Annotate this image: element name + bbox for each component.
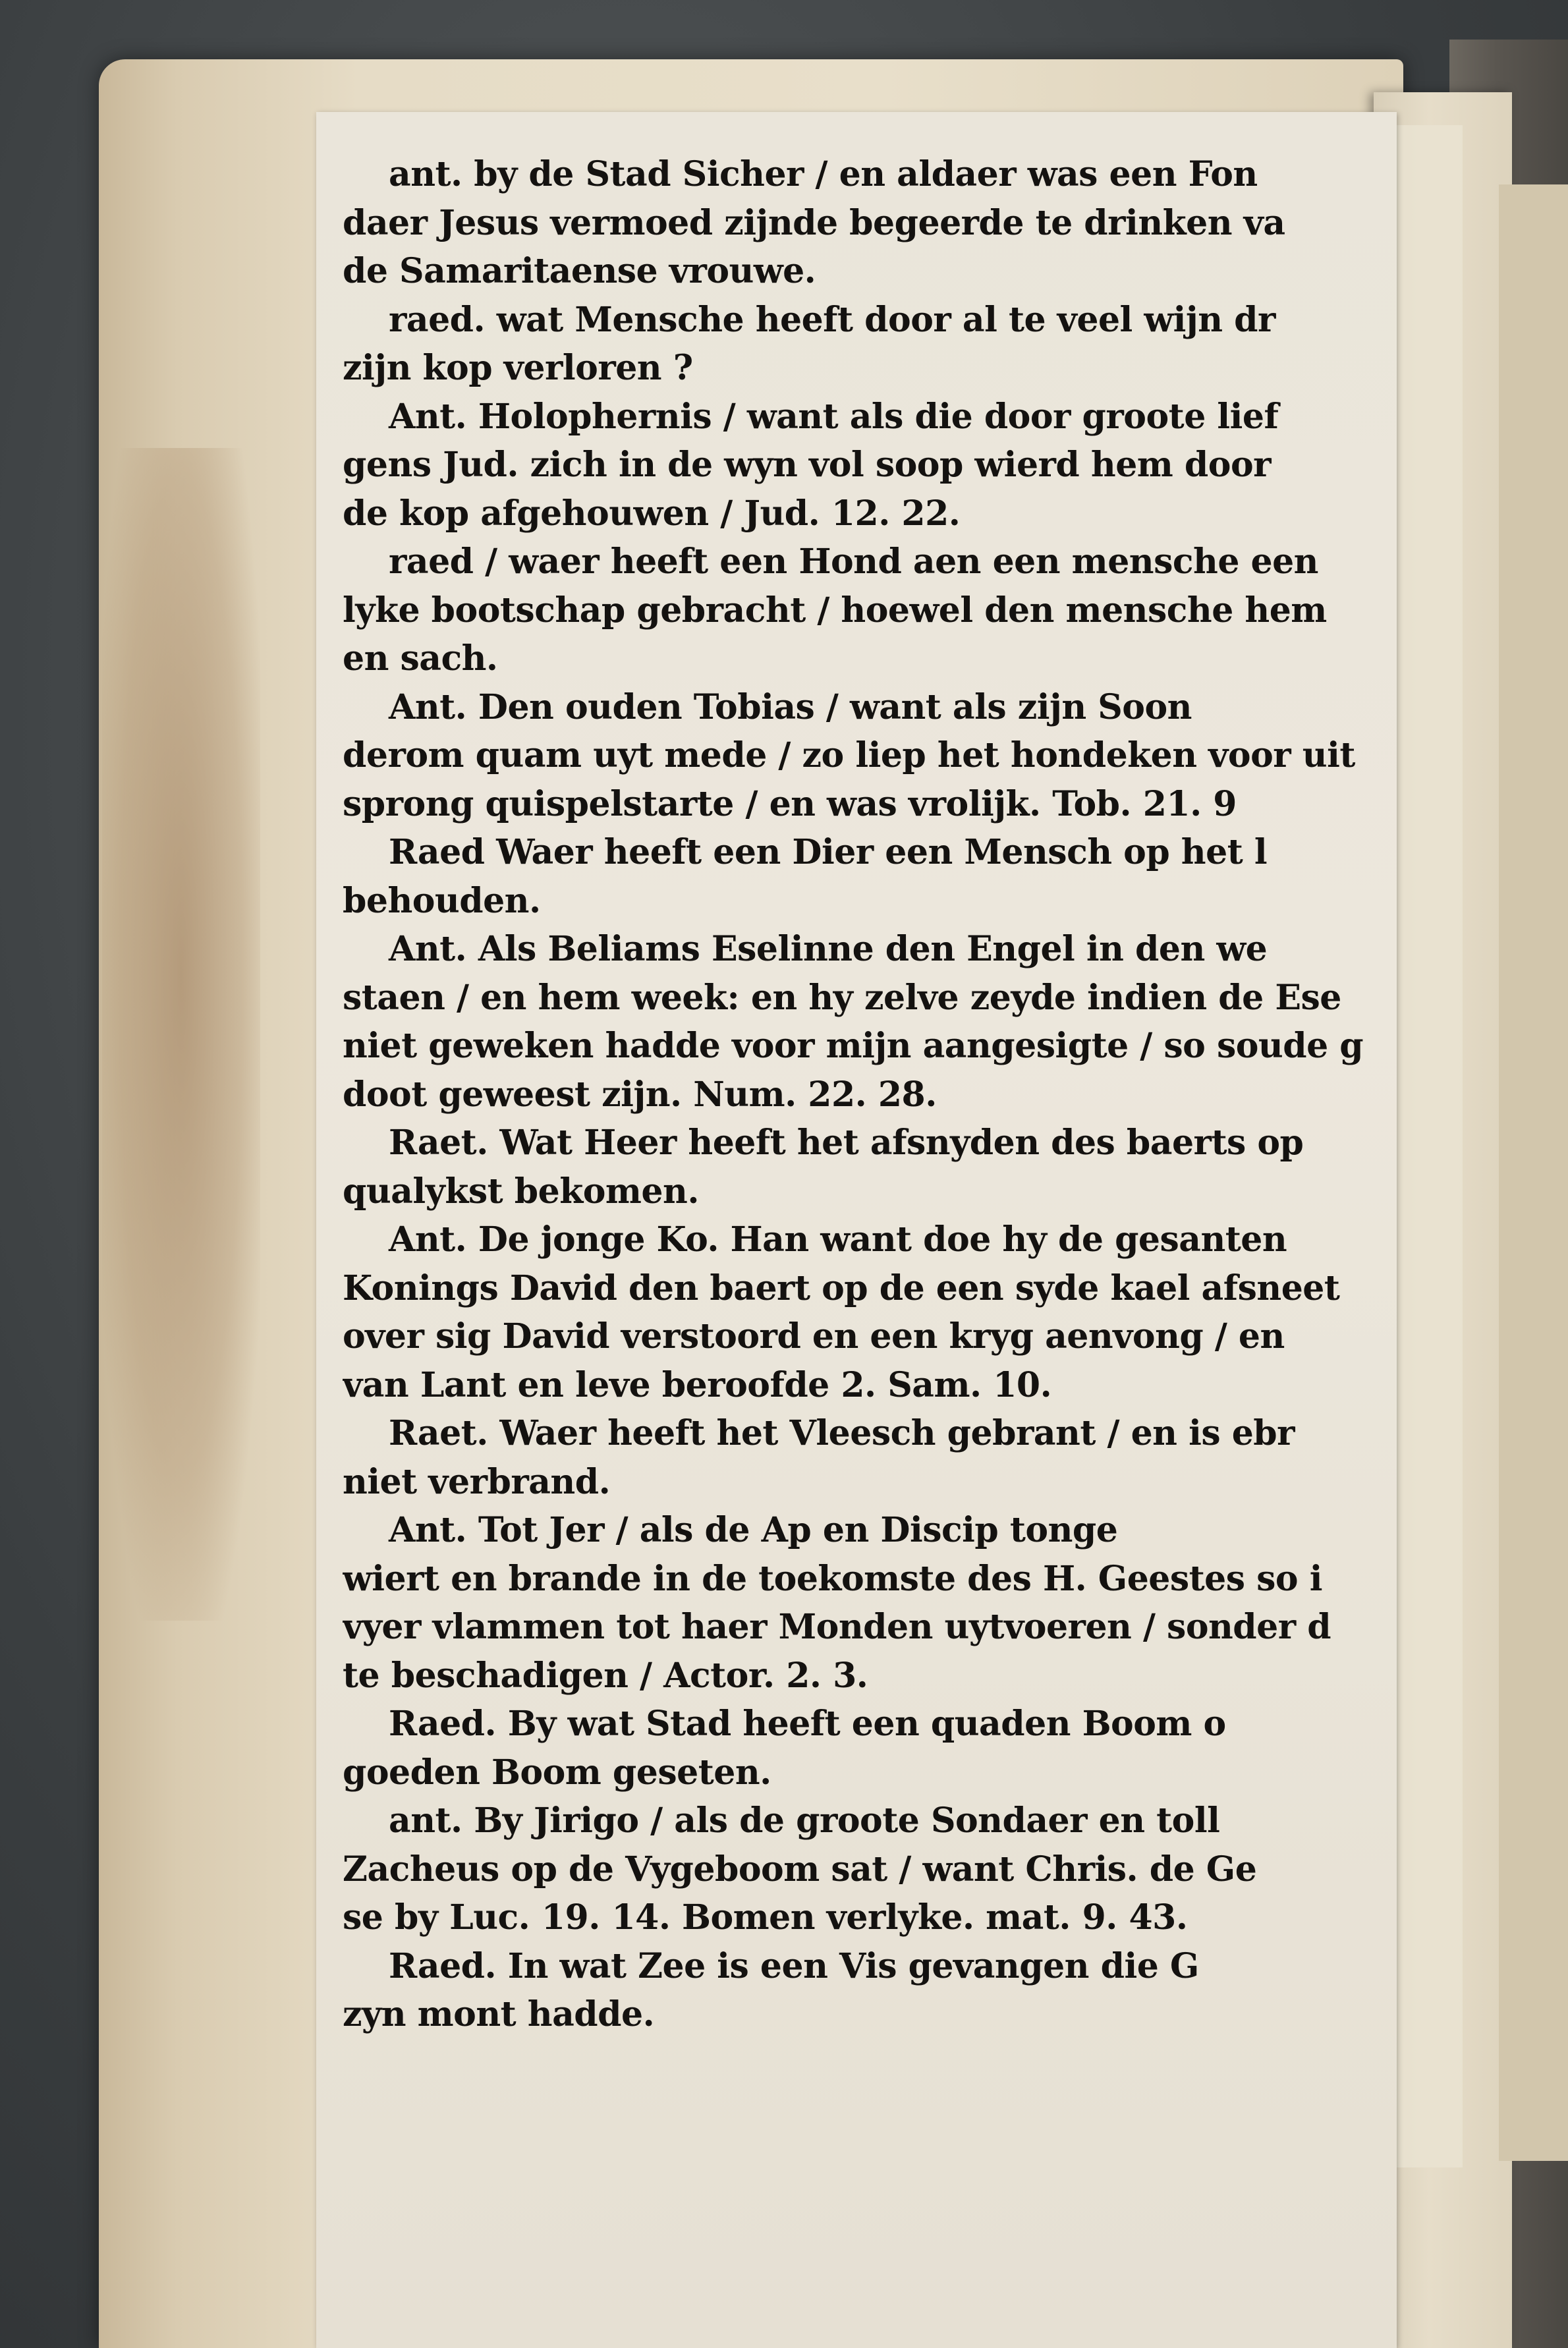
text-line: Konings David den baert op de een syde kael afsneet <box>343 1268 1340 1308</box>
text-line: staen / en hem week: en hy zelve zeyde indien de Ese <box>343 977 1341 1018</box>
text-line: wiert en brande in de toekomste des H. Geestes so i <box>343 1558 1322 1599</box>
text-line: Raed Waer heeft een Dier een Mensch op het l <box>389 832 1268 872</box>
text-line: behouden. <box>343 880 541 921</box>
text-line: niet verbrand. <box>343 1461 611 1502</box>
text-line: se by Luc. 19. 14. Bomen verlyke. mat. 9. 43. <box>343 1897 1188 1938</box>
text-line: Ant. Als Beliams Eselinne den Engel in den we <box>389 929 1268 969</box>
text-line: Raet. Waer heeft het Vleesch gebrant / en is ebr <box>389 1413 1295 1453</box>
text-line: Ant. Den ouden Tobias / want als zijn Soon <box>389 686 1192 727</box>
page-text <box>343 150 1384 2039</box>
text-line: en sach. <box>343 638 498 679</box>
text-line: de Samaritaense vrouwe. <box>343 251 816 291</box>
text-line: Ant. Holophernis / want als die door groote lief <box>389 396 1279 437</box>
text-line: over sig David verstoord en een kryg aenvong / en <box>343 1316 1285 1356</box>
text-line: zijn kop verloren ? <box>343 348 693 388</box>
text-line: goeden Boom geseten. <box>343 1752 771 1793</box>
text-line: lyke bootschap gebracht / hoewel den mensche hem <box>343 590 1327 630</box>
text-line: Ant. De jonge Ko. Han want doe hy de gesanten <box>389 1219 1287 1260</box>
text-line: te beschadigen / Actor. 2. 3. <box>343 1655 868 1696</box>
text-line: Raed. In wat Zee is een Vis gevangen die G <box>389 1945 1199 1986</box>
text-line: Zacheus op de Vygeboom sat / want Chris. de Ge <box>343 1849 1257 1889</box>
text-line: sprong quispelstarte / en was vrolijk. Tob. 21. 9 <box>343 783 1237 824</box>
text-line: daer Jesus vermoed zijnde begeerde te drinken va <box>343 202 1285 243</box>
water-stain <box>102 448 260 1621</box>
text-line: niet geweken hadde voor mijn aangesigte / so soude g <box>343 1026 1364 1066</box>
text-line: ant. By Jirigo / als de groote Sondaer en toll <box>389 1801 1220 1841</box>
text-line: qualykst bekomen. <box>343 1171 699 1212</box>
text-line: raed. wat Mensche heeft door al te veel wijn dr <box>389 299 1275 340</box>
text-line: Ant. Tot Jer / als de Ap en Discip tonge <box>389 1510 1118 1550</box>
text-line: de kop afgehouwen / Jud. 12. 22. <box>343 493 961 534</box>
text-line: Raed. By wat Stad heeft een quaden Boom o <box>389 1704 1226 1744</box>
text-line: Raet. Wat Heer heeft het afsnyden des baerts op <box>389 1123 1304 1163</box>
text-line: van Lant en leve beroofde 2. Sam. 10. <box>343 1364 1052 1405</box>
facing-page-edge <box>1499 184 1568 2161</box>
text-line: raed / waer heeft een Hond aen een mensche een <box>389 542 1318 582</box>
text-line: doot geweest zijn. Num. 22. 28. <box>343 1074 937 1115</box>
text-line: derom quam uyt mede / zo liep het hondeken voor uit <box>343 735 1355 775</box>
text-line: zyn mont hadde. <box>343 1994 655 2034</box>
text-line: vyer vlammen tot haer Monden uytvoeren / sonder d <box>343 1607 1331 1647</box>
text-line: ant. by de Stad Sicher / en aldaer was een Fon <box>389 154 1258 194</box>
text-line: gens Jud. zich in de wyn vol soop wierd hem door <box>343 445 1272 485</box>
